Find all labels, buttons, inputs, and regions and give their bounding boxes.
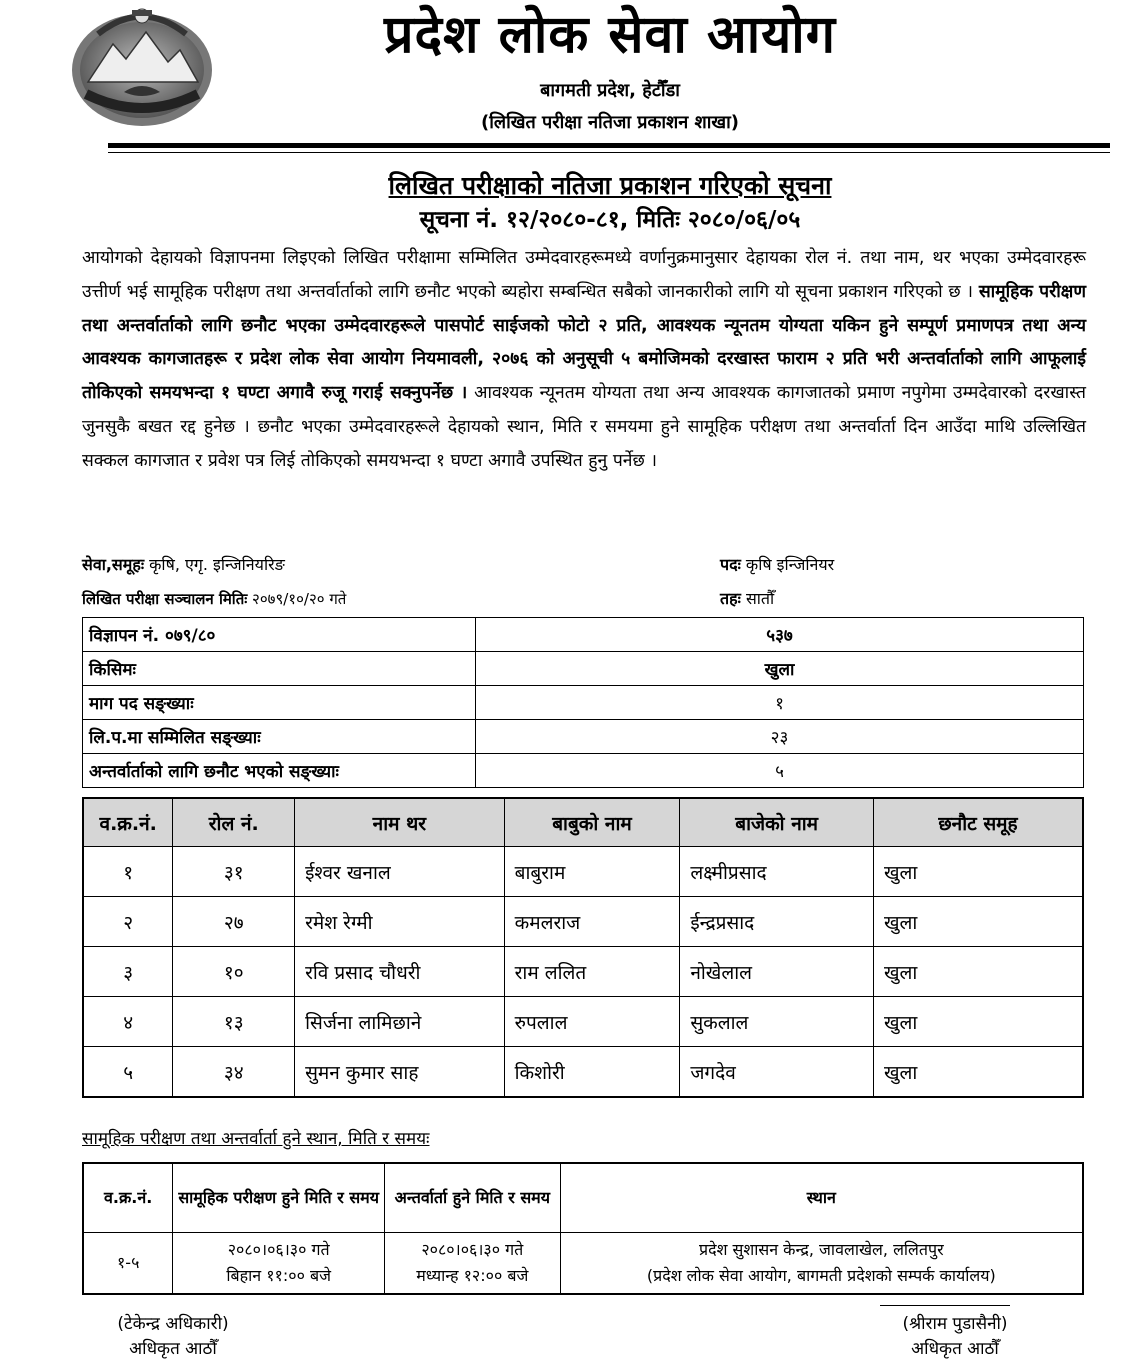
signatory-name: (टेकेन्द्र अधिकारी) [117,1314,229,1334]
name-cell: सुमन कुमार साह [295,1047,505,1098]
info-row [83,652,1084,686]
group-cell: खुला [873,847,1083,897]
group-test-datetime [173,1233,385,1295]
notice-number: सूचना नं. १२/२०८०-८१, मितिः २०८०/०६/०५ [419,207,801,233]
column-header: बाजेको नाम [680,798,874,847]
name-cell: रमेश रेग्मी [295,897,505,947]
interview-date: २०८०।०६।३० गते [421,1240,524,1259]
signatory-title: अधिकृत आठौँ [129,1339,217,1359]
column-header: स्थान [560,1163,1083,1233]
schedule-header-row [83,1163,1083,1233]
info-row [83,686,1084,720]
meta-level [720,587,774,611]
roll-cell: ३४ [173,1047,295,1098]
organization-title: प्रदेश लोक सेवा आयोग [383,5,837,65]
signatory-name: (श्रीराम पुडासैनी) [902,1314,1008,1334]
father-cell: राम ललित [504,947,680,997]
notice-title: लिखित परीक्षाको नतिजा प्रकाशन गरिएको सूचना [388,171,832,200]
meta-post-label: पदः [720,555,741,574]
nepal-emblem-icon [68,4,216,128]
serial-cell: २ [83,897,173,947]
venue-name: प्रदेश सुशासन केन्द्र, जावलाखेल, ललितपुर [698,1240,944,1259]
schedule-table [82,1162,1084,1295]
vacancy-info-table [82,617,1084,788]
meta-post-value: कृषि इन्जिनियर [740,555,835,574]
notice-body [82,242,1086,479]
info-label: अन्तर्वार्ताको लागि छनौट भएको सङ्ख्याः [83,754,476,788]
table-row [83,1233,1083,1295]
info-label: लि.प.मा सम्मिलित सङ्ख्याः [83,720,476,754]
roll-cell: ३१ [173,847,295,897]
info-label: विज्ञापन नं. ०७९/८० [83,618,476,652]
meta-service-label: सेवा,समूहः [82,555,145,574]
info-label: माग पद सङ्ख्याः [83,686,476,720]
info-value: २३ [476,720,1084,754]
header-rule-thin [108,152,1110,153]
candidates-table [82,797,1084,1098]
name-cell: सिर्जना लामिछाने [295,997,505,1047]
table-row [83,947,1083,997]
grandfather-cell: सुकलाल [680,997,874,1047]
roll-cell: १३ [173,997,295,1047]
info-value: खुला [476,652,1084,686]
info-label: किसिमः [83,652,476,686]
column-header: छनौट समूह [873,798,1083,847]
grandfather-cell: ईन्द्रप्रसाद [680,897,874,947]
table-row [83,997,1083,1047]
venue [560,1233,1083,1295]
info-value: १ [476,686,1084,720]
roll-cell: २७ [173,897,295,947]
signature-line [880,1305,1010,1306]
meta-level-label: तहः [720,589,741,608]
grandfather-cell: जगदेव [680,1047,874,1098]
name-cell: रवि प्रसाद चौधरी [295,947,505,997]
group-cell: खुला [873,1047,1083,1098]
table-row [83,1047,1083,1098]
table-row [83,847,1083,897]
meta-service-value: कृषि, एगृ. इन्जिनियरिङ [144,555,285,574]
serial-cell: ३ [83,947,173,997]
group-test-date: २०८०।०६।३० गते [227,1240,330,1259]
table-row [83,897,1083,947]
father-cell: बाबुराम [504,847,680,897]
father-cell: रुपलाल [504,997,680,1047]
body-text-bold: सामूहिक परीक्षण तथा अन्तर्वार्ताको लागि छनौट भएका उम्मेदवारहरूले पासपोर्ट साईजको फोटो २ प्रति, आवश्यक न्यूनतम योग्यता यकिन हुने सम्पूर्ण प्रमाणपत्र तथा अन्य आवश्यक कागजातहरू र प्रदेश लोक सेवा आयोग नियमावली, २०७६ को अनुसूची ५ बमोजिमको दरखास्त फाराम २ प्रति भरी अन्तर्वार्ताको लागि आफूलाई तोकिएको समयभन्दा १ घण्टा अगावै रुजू गराई सक्नुपर्नेछ । [82,281,1087,404]
meta-level-value: सातौँ [740,589,775,608]
info-row [83,618,1084,652]
interview-time: मध्यान्ह १२:०० बजे [416,1266,529,1285]
grandfather-cell: नोखेलाल [680,947,874,997]
column-header: नाम थर [295,798,505,847]
meta-service [82,553,285,577]
meta-post [720,553,834,577]
info-row [83,720,1084,754]
interview-datetime [384,1233,560,1295]
column-header: व.क्र.नं. [83,798,173,847]
organization-subtitle: बागमती प्रदेश, हेटौँडा [540,80,680,101]
serial-cell: ४ [83,997,173,1047]
body-text-rest: आवश्यक न्यूनतम योग्यता तथा अन्य आवश्यक कागजातको प्रमाण नपुगेमा उम्मदेवारको दरखास्त जुनसुकै बखत रद्द हुनेछ । छनौट भएका उम्मेदवारहरूले देहायको स्थान, मिति र समयमा हुने सामूहिक परीक्षण तथा अन्तर्वार्ता दिन आउँदा माथि उल्लिखित सक्कल कागजात र प्रवेश पत्र लिई तोकिएको समयभन्दा १ घण्टा अगावै उपस्थित हुनु पर्नेछ । [82,383,1086,471]
signature-left [82,1312,264,1362]
column-header: अन्तर्वार्ता हुने मिति र समय [384,1163,560,1233]
signatory-title: अधिकृत आठौँ [911,1339,999,1359]
meta-exam-date-label: लिखित परीक्षा सञ्चालन मितिः [82,590,248,608]
group-cell: खुला [873,947,1083,997]
organization-branch: (लिखित परीक्षा नतिजा प्रकाशन शाखा) [480,112,740,133]
meta-exam-date-value: २०७९/१०/२० गते [247,590,347,608]
father-cell: किशोरी [504,1047,680,1098]
info-row [83,754,1084,788]
column-header: रोल नं. [173,798,295,847]
signature-right [860,1312,1050,1362]
column-header: बाबुको नाम [504,798,680,847]
header-rule [108,143,1110,148]
column-header: व.क्र.नं. [83,1163,173,1233]
name-cell: ईश्वर खनाल [295,847,505,897]
venue-note: (प्रदेश लोक सेवा आयोग, बागमती प्रदेशको सम्पर्क कार्यालय) [646,1266,996,1285]
serial-cell: ५ [83,1047,173,1098]
father-cell: कमलराज [504,897,680,947]
info-value: ५३७ [476,618,1084,652]
group-cell: खुला [873,997,1083,1047]
group-test-time: बिहान ११:०० बजे [226,1266,331,1285]
serial-cell: १ [83,847,173,897]
body-text: आयोगको देहायको विज्ञापनमा लिइएको लिखित परीक्षामा सम्मिलित उम्मेदवारहरूमध्ये वर्णानुक्रमानुसार देहायका रोल नं. तथा नाम, थर भएका उम्मेदवारहरू उत्तीर्ण भई सामूहिक परीक्षण तथा अन्तर्वार्ताको लागि छनौट भएको ब्यहोरा सम्बन्धित सबैको जानकारीको लागि यो सूचना प्रकाशन गरिएको छ । [82,248,1086,302]
column-header: सामूहिक परीक्षण हुने मिति र समय [173,1163,385,1233]
schedule-serial: १-५ [83,1233,173,1295]
grandfather-cell: लक्ष्मीप्रसाद [680,847,874,897]
info-value: ५ [476,754,1084,788]
candidates-header-row [83,798,1083,847]
group-cell: खुला [873,897,1083,947]
meta-exam-date [82,587,346,611]
roll-cell: १० [173,947,295,997]
schedule-caption: सामूहिक परीक्षण तथा अन्तर्वार्ता हुने स्थान, मिति र समयः [82,1129,430,1149]
